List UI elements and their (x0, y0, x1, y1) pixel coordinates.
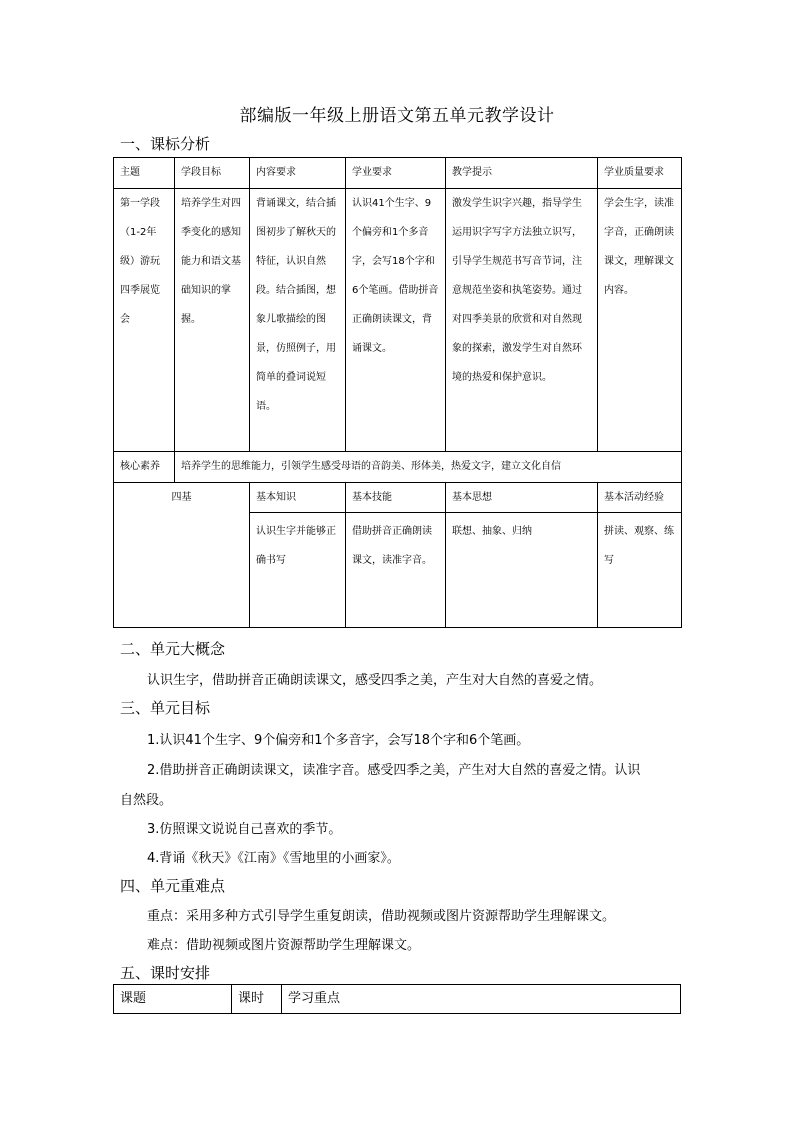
header-quality-requirement: 学业质量要求 (598, 158, 682, 189)
four-basics-header-experience: 基本活动经验 (598, 483, 682, 513)
curriculum-analysis-table (113, 157, 682, 628)
cell-topic: 第一学段（1-2年级）游玩四季展览会 (114, 189, 175, 452)
cell-stage-goal: 培养学生对四季变化的感知能力和语文基础知识的掌握。 (175, 189, 250, 452)
unit-goal-1: 1.认识41个生字、9个偏旁和1个多音字，会写18个字和6个笔画。 (147, 733, 530, 748)
core-competency-text: 培养学生的思维能力，引领学生感受母语的音韵美、形体美，热爱文字，建立文化自信 (175, 452, 682, 483)
four-basics-thinking: 联想、抽象、归纳 (446, 513, 598, 628)
cell-academic-requirement: 认识41个生字、9个偏旁和1个多音字，会写18个字和6个笔画。借助拼音正确朗读课文，背诵课文。 (346, 189, 446, 452)
header-content-requirement: 内容要求 (250, 158, 346, 189)
header-academic-requirement: 学业要求 (346, 158, 446, 189)
key-point-text: 重点：采用多种方式引导学生重复朗读，借助视频或图片资源帮助学生理解课文。 (147, 909, 616, 924)
section-heading-big-concept: 二、单元大概念 (120, 640, 226, 658)
document-title: 部编版一年级上册语文第五单元教学设计 (239, 106, 555, 126)
section-heading-curriculum: 一、课标分析 (120, 135, 211, 153)
four-basics-experience: 拼读、观察、练写 (598, 513, 682, 628)
schedule-header-topic: 课题 (114, 985, 232, 1014)
section-heading-schedule: 五、课时安排 (120, 964, 211, 982)
section-heading-unit-goals: 三、单元目标 (120, 699, 211, 717)
four-basics-label: 四基 (114, 483, 250, 628)
four-basics-header-knowledge: 基本知识 (250, 483, 346, 513)
schedule-header-periods: 课时 (232, 985, 282, 1014)
header-teaching-tips: 教学提示 (446, 158, 598, 189)
difficulty-text: 难点：借助视频或图片资源帮助学生理解课文。 (147, 938, 421, 953)
unit-goal-3: 3.仿照课文说说自己喜欢的季节。 (147, 822, 342, 837)
unit-goal-4: 4.背诵《秋天》《江南》《雪地里的小画家》。 (147, 851, 400, 866)
core-competency-label: 核心素养 (114, 452, 175, 483)
cell-quality-requirement: 学会生字，读准字音，正确朗读课文，理解课文内容。 (598, 189, 682, 452)
unit-goal-2: 2.借助拼音正确朗读课文，读准字音。感受四季之美，产生对大自然的喜爱之情。认识 (147, 763, 641, 778)
big-concept-text: 认识生字，借助拼音正确朗读课文，感受四季之美，产生对大自然的喜爱之情。 (147, 673, 603, 688)
lesson-schedule-table (113, 984, 681, 1014)
schedule-header-focus: 学习重点 (282, 985, 681, 1014)
four-basics-skills: 借助拼音正确朗读课文，读准字音。 (346, 513, 446, 628)
cell-content-requirement: 背诵课文，结合插图初步了解秋天的特征，认识自然段。结合插图，想象儿歌描绘的图景，仿照例子，用简单的叠词说短语。 (250, 189, 346, 452)
header-topic: 主题 (114, 158, 175, 189)
unit-goal-2-continued: 自然段。 (120, 793, 173, 808)
four-basics-header-skills: 基本技能 (346, 483, 446, 513)
header-stage-goal: 学段目标 (175, 158, 250, 189)
cell-teaching-tips: 激发学生识字兴趣，指导学生运用识字写字方法独立识写，引导学生规范书写音节词，注意规范坐姿和执笔姿势。通过对四季美景的欣赏和对自然现象的探索，激发学生对自然环境的热爱和保护意识。 (446, 189, 598, 452)
four-basics-header-thinking: 基本思想 (446, 483, 598, 513)
four-basics-knowledge: 认识生字并能够正确书写 (250, 513, 346, 628)
section-heading-key-points: 四、单元重难点 (120, 877, 226, 895)
